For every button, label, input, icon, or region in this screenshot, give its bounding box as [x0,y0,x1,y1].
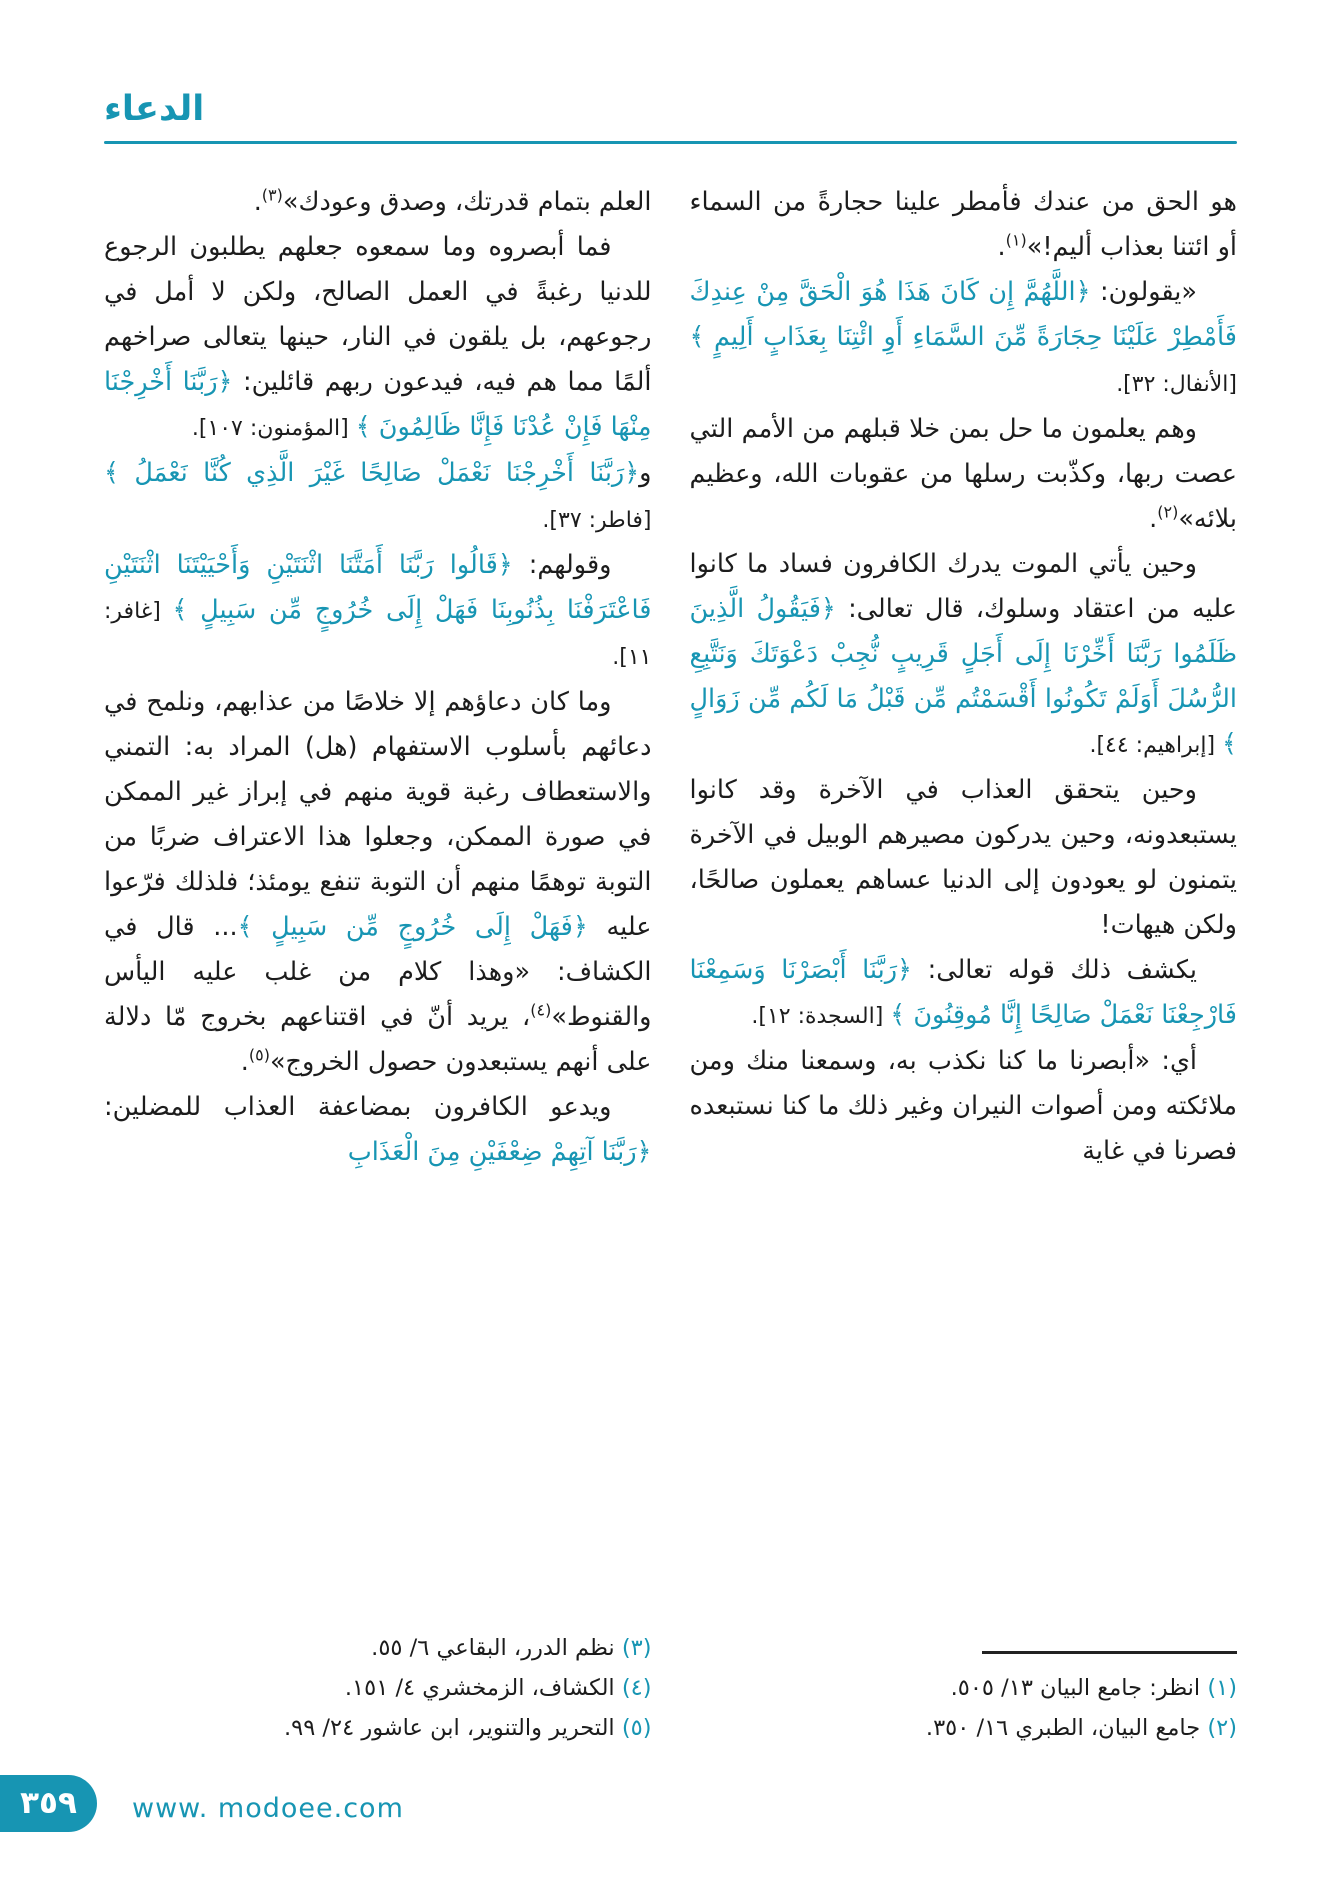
footnote-number: (٣) [614,1634,652,1661]
header-rule [104,141,1237,144]
verse-reference: [فاطر: ٣٧]. [542,507,652,533]
column-body [690,180,1238,1174]
body-text: ويدعو الكافرون بمضاعفة العذاب للمضلين: [104,1091,612,1122]
footnote-text: انظر: جامع البيان ١٣/ ٥٠٥. [950,1674,1201,1701]
footnote-marker: (٤) [530,1000,552,1019]
body-text: ... قال في الكشاف: «وهذا كلام من غلب عليه اليأس والقنوط» [104,911,652,1032]
body-text: وما كان دعاؤهم إلا خلاصًا من عذابهم، ونلمح في دعائهم بأسلوب الاستفهام (هل) المراد به: التمني والاستعطاف رغبة قوية منهم في إبراز غير الممكن في صورة الممكن، وجعلوا هذا الاعتراف ضربًا من التوبة توهمًا منهم أن التوبة تنفع يومئذ؛ فلذلك فرّعوا عليه [104,686,652,942]
quran-verse: ﴿رَبَّنَا أَخْرِجْنَا مِنْهَا فَإِنْ عُدْنَا فَإِنَّا ظَالِمُونَ ﴾ [104,366,652,442]
page-number-badge [0,1775,97,1832]
body-text: و [639,457,652,488]
paragraph [104,225,652,451]
body-text: . [240,1046,249,1077]
footnotes-block [104,1612,652,1748]
footnote-text: جامع البيان، الطبري ١٦/ ٣٥٠. [925,1714,1201,1741]
verse-reference: [إبراهيم: ٤٤]. [1089,732,1223,758]
paragraph [690,1039,1238,1174]
text-columns [104,180,1237,1748]
footnote-number: (١) [1200,1674,1237,1701]
quran-verse: ﴿رَبَّنَا أَبْصَرْنَا وَسَمِعْنَا فَارْجِعْنَا نَعْمَلْ صَالِحًا إِنَّا مُوقِنُونَ ﴾ [689,954,1237,1030]
footnote-text: نظم الدرر، البقاعي ٦/ ٥٥. [371,1634,615,1661]
paragraph [690,542,1238,768]
footnote-number: (٢) [1200,1714,1237,1741]
paragraph [690,270,1238,407]
page-number: ٣٥٩ [20,1785,77,1821]
paragraph [104,680,652,1085]
footnote [690,1668,1238,1708]
verse-reference: [السجدة: ١٢]. [751,1003,891,1029]
body-text: ، يريد أنّ في اقتناعهم بخروج مّا دلالة على أنهم يستبعدون حصول الخروج» [104,1001,652,1077]
body-text: هو الحق من عندك فأمطر علينا حجارةً من السماء أو ائتنا بعذاب أليم!» [689,186,1237,262]
body-text: وحين يتحقق العذاب في الآخرة وقد كانوا يستبعدونه، وحين يدركون مصيرهم الوبيل في الآخرة يتمنون لو يعودون إلى الدنيا عساهم يعملون صالحًا، ولكن هيهات! [689,774,1237,940]
quran-verse: ﴿رَبَّنَا أَخْرِجْنَا نَعْمَلْ صَالِحًا غَيْرَ الَّذِي كُنَّا نَعْمَلُ ﴾ [104,457,640,488]
quran-verse: ﴿فَهَلْ إِلَى خُرُوجٍ مِّن سَبِيلٍ ﴾ [237,911,588,942]
footnote [104,1668,652,1708]
paragraph [104,1085,652,1175]
chapter-title: الدعاء [104,89,205,129]
column-body [104,180,652,1175]
paragraph [690,948,1238,1039]
website-link[interactable]: www. modoee.com [132,1793,404,1824]
footnote-marker: (٣) [261,185,283,204]
footnotes-block [690,1635,1238,1748]
body-text: «يقولون: [1090,276,1198,307]
body-text: العلم بتمام قدرتك، وصدق وعودك» [282,186,652,217]
footnote-marker: (٢) [1157,502,1179,521]
verse-reference: [غافر: ١١]. [104,598,652,670]
footnote-number: (٤) [614,1674,652,1701]
footnote-marker: (١) [1005,230,1027,249]
paragraph [690,180,1238,270]
body-text: . [997,231,1006,262]
footnote-number: (٥) [614,1714,652,1741]
page-header [104,90,1237,144]
paragraph [104,451,652,543]
quran-verse: ﴿فَيَقُولُ الَّذِينَ ظَلَمُوا رَبَّنَا أَخِّرْنَا إِلَى أَجَلٍ قَرِيبٍ نُّجِبْ دَعْوَتَكَ وَنَتَّبِعِ الرُّسُلَ أَوَلَمْ تَكُونُوا أَقْسَمْتُم مِّن قَبْلُ مَا لَكُم مِّن زَوَالٍ ﴾ [689,593,1237,759]
footnote-separator [982,1651,1237,1654]
column-left [104,180,652,1748]
column-right [690,180,1238,1748]
footnote [104,1708,652,1748]
footnote-text: التحرير والتنوير، ابن عاشور ٢٤/ ٩٩. [283,1714,615,1741]
body-text: . [1149,503,1158,534]
paragraph [690,768,1238,948]
paragraph [690,407,1238,542]
body-text: يكشف ذلك قوله تعالى: [911,954,1197,985]
body-text: وقولهم: [512,549,612,580]
paragraph [104,543,652,680]
body-text: أي: «أبصرنا ما كنا نكذب به، وسمعنا منك ومن ملائكته ومن أصوات النيران وغير ذلك ما كنا نستبعده فصرنا في غاية [689,1045,1237,1166]
body-text: . [253,186,262,217]
body-text: وحين يأتي الموت يدرك الكافرون فساد ما كانوا عليه من اعتقاد وسلوك، قال تعالى: [689,548,1237,624]
footnote [690,1708,1238,1748]
quran-verse: ﴿قَالُوا رَبَّنَا أَمَتَّنَا اثْنَتَيْنِ وَأَحْيَيْتَنَا اثْنَتَيْنِ فَاعْتَرَفْنَا بِذُنُوبِنَا فَهَلْ إِلَى خُرُوجٍ مِّن سَبِيلٍ ﴾ [104,549,652,625]
body-text: فما أبصروه وما سمعوه جعلهم يطلبون الرجوع للدنيا رغبةً في العمل الصالح، ولكن لا أمل في رجوعهم، بل يلقون في النار، حينها يتعالى صراخهم ألمًا مما هم فيه، فيدعون ربهم قائلين: [104,231,652,397]
verse-reference: [الأنفال: ٣٢]. [1116,371,1237,397]
footnote-marker: (٥) [248,1045,270,1064]
body-text: وهم يعلمون ما حل بمن خلا قبلهم من الأمم التي عصت ربها، وكذّبت رسلها من عقوبات الله، وعظيم بلائه» [689,413,1237,534]
verse-reference: [المؤمنون: ١٠٧]. [191,415,356,441]
footnote [104,1628,652,1668]
quran-verse: ﴿رَبَّنَا آتِهِمْ ضِعْفَيْنِ مِنَ الْعَذَابِ [347,1136,652,1167]
footnote-text: الكشاف، الزمخشري ٤/ ١٥١. [344,1674,615,1701]
quran-verse: ﴿اللَّهُمَّ إِن كَانَ هَذَا هُوَ الْحَقَّ مِنْ عِندِكَ فَأَمْطِرْ عَلَيْنَا حِجَارَةً مِّنَ السَّمَاءِ أَوِ ائْتِنَا بِعَذَابٍ أَلِيمٍ ﴾ [689,276,1237,352]
paragraph [104,180,652,225]
